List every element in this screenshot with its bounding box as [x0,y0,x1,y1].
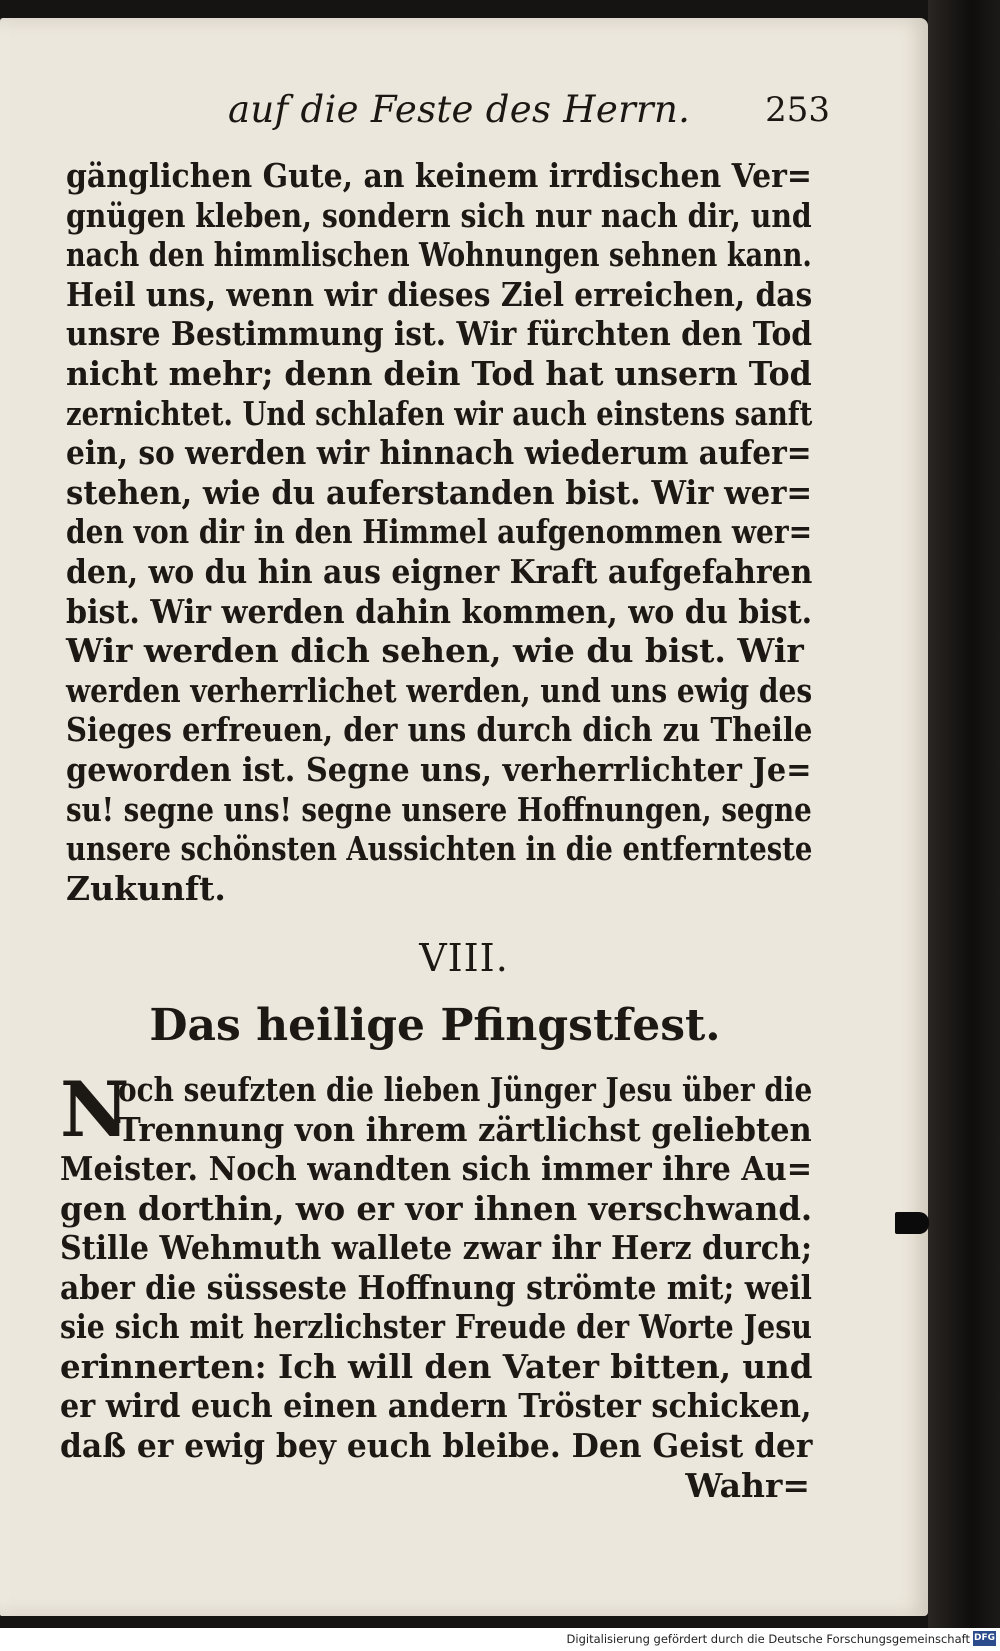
text-line: unsre Bestimmung ist. Wir fürchten den Tod [66,314,813,354]
catchword: Wahr= [685,1466,810,1505]
text-line: werden verherrlichet werden, und uns ewig des [66,670,813,710]
book-page [0,18,928,1616]
footer-credit: Digitalisierung gefördert durch die Deutsche Forschungsgemeinschaft [566,1632,970,1646]
text-line: Zukunft. [66,868,226,908]
footer-bar [0,1628,1000,1651]
text-line: Stille Wehmuth wallete zwar ihr Herz durch; [60,1228,813,1267]
text-line: och seufzten die lieben Jünger Jesu über die [118,1070,813,1109]
text-line: Heil uns, wenn wir dieses Ziel erreichen, das [66,274,813,314]
section-title: Das heilige Pfingstfest. [149,1000,721,1051]
text-line: den, wo du hin aus eigner Kraft aufgefahren [66,551,813,591]
scan-edge-strip [928,0,1000,1630]
dfg-logo-icon: DFG [973,1631,996,1646]
text-line: gen dorthin, wo er vor ihnen verschwand. [60,1188,813,1228]
page-header [60,88,830,144]
text-line: daß er ewig bey euch bleibe. Den Geist der [60,1425,813,1465]
text-line: bist. Wir werden dahin kommen, wo du bist. [66,591,813,631]
text-line: geworden ist. Segne uns, verherrlichter Je= [66,749,812,789]
text-line: den von dir in den Himmel aufgenommen wer= [66,512,813,552]
text-line: Meister. Noch wandten sich immer ihre Au= [60,1149,813,1188]
text-line: unsere schönsten Aussichten in die entfernteste [66,829,813,869]
body-text [66,156,812,908]
text-line: gänglichen Gute, an keinem irrdischen Ver= [66,156,812,195]
text-line: aber die süsseste Hoffnung strömte mit; weil [60,1267,812,1307]
drop-cap-initial: N [60,1065,130,1154]
text-line: Sieges erfreuen, der uns durch dich zu Theile [66,710,813,750]
text-line: nicht mehr; denn dein Tod hat unsern Tod [66,353,812,393]
text-line: Trennung von ihrem zärtlichst geliebten [118,1109,812,1149]
text-line: ein, so werden wir hinnach wiederum aufer= [66,433,812,473]
text-line: erinnerten: Ich will den Vater bitten, und [60,1346,813,1386]
text-line: er wird euch einen andern Tröster schicken, [60,1386,812,1425]
text-line: Wir werden dich sehen, wie du bist. Wir [66,631,804,671]
text-line: gnügen kleben, sondern sich nur nach dir, und [66,195,812,235]
text-line: nach den himmlischen Wohnungen sehnen kann. [66,235,812,275]
text-line: zernichtet. Und schlafen wir auch einstens sanft [66,393,813,433]
text-line: stehen, wie du auferstanden bist. Wir wer= [66,472,813,512]
text-line: sie sich mit herzlichster Freude der Worte Jesu [60,1307,812,1346]
section-number: VIII. [419,936,509,980]
text-line: su! segne uns! segne unsere Hoffnungen, segne [66,789,812,829]
section-body-text [60,1065,813,1465]
page-edge-tab [895,1212,929,1234]
page-number: 253 [765,90,830,130]
running-head: auf die Feste des Herrn. [228,88,691,131]
